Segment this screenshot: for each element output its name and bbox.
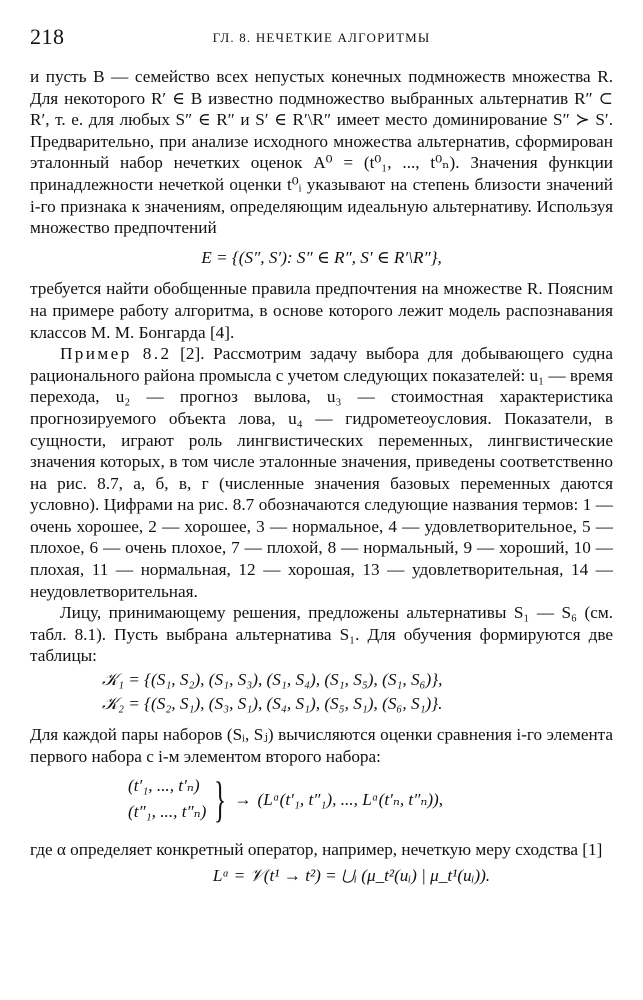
pair-sets <box>128 773 206 825</box>
pair-top: (t′₁, ..., t′ₙ) <box>128 776 200 796</box>
page-number: 218 <box>30 24 65 49</box>
paragraph-2: требуется найти обобщенные правила предпочтения на множестве R. Поясним на примере работу алгоритма, в основе которого лежит модель распознавания классов М. М. Бонгарда [4]. <box>30 279 613 342</box>
formula-pair-comparison <box>128 771 613 828</box>
paragraph-6: где α определяет конкретный оператор, например, нечеткую меру сходства [1] <box>30 840 603 860</box>
pair-bottom: (t″₁, ..., t″ₙ) <box>128 802 207 822</box>
paragraph-example <box>30 343 613 602</box>
right-arrow-icon: → <box>234 789 252 809</box>
formula-k1: 𝒦₁ = {(S₁, S₂), (S₁, S₃), (S₁, S₄), (S₁, S₅), (S₁, S₆)}, <box>102 670 443 690</box>
paragraph-1: и пусть B — семейство всех непустых конечных подмножеств множества R. Для некоторого R′ ∈ B известно подмножество выбранных альтернатив R″ ⊂ R′, т. е. для любых S″ ∈ R″ и S′ ∈ R′\R″ имеет место доминирование S″ ≻ S′. Предварительно, при анализе исходного множества альтернатив, сформирован эталонный набор нечетких оценок A⁰ = (t⁰₁, ..., t⁰ₙ). Значения функции принадлежности нечеткой оценки t⁰ᵢ указывают на степень близости значений i-го признака к значениям, определяющим идеальную альтернативу. Используя множество предпочтений <box>30 67 613 238</box>
paragraph-5: Для каждой пары наборов (Sᵢ, Sⱼ) вычисляются оценки сравнения i-го элемента первого набора с i-м элементом второго набора: <box>30 725 613 766</box>
formula-k2: 𝒦₂ = {(S₂, S₁), (S₃, S₁), (S₄, S₁), (S₅, S₁), (S₆, S₁)}. <box>102 693 443 713</box>
example-label: Пример 8.2 <box>60 344 172 364</box>
pair-result: (Lᵅ(t′₁, t″₁), ..., Lᵅ(t′ₙ, t″ₙ)), <box>257 789 444 809</box>
running-title: ГЛ. 8. НЕЧЕТКИЕ АЛГОРИТМЫ <box>212 30 431 45</box>
page-header <box>30 24 613 50</box>
formula-similarity-measure: Lᵅ = 𝒱(t¹ → t²) = ⋃ᵢ (μ_t²(uᵢ) | μ_t¹(uᵢ)). <box>212 866 491 885</box>
paragraph-4: Лицу, принимающему решения, предложены альтернативы S₁ — S₆ (см. табл. 8.1). Пусть выбрана альтернатива S₁. Для обучения формируются две таблицы: <box>30 603 613 666</box>
formula-preference-set: E = {(S″, S′): S″ ∈ R″, S′ ∈ R′\R″}, <box>201 247 442 267</box>
right-brace-icon: } <box>214 771 227 828</box>
page-body <box>30 66 613 887</box>
example-text: [2]. Рассмотрим задачу выбора для добывающего судна рационального района промысла с учетом следующих показателей: u₁ — время перехода, u₂ — прогноз вылова, u₃ — стоимостная характеристика прогнозируемого объекта лова, u₄ — гидрометеоусловия. Показатели, в сущности, играют роль лингвистических переменных, лингвистические значения которых, в том числе эталонные значения, приведены соответственно на рис. 8.7, а, б, в, г (численные значения базовых переменных даются условно). Цифрами на рис. 8.7 обозначаются следующие названия термов: 1 — очень хорошее, 2 — хорошее, 3 — нормальное, 4 — удовлетворительное, 5 — плохое, 6 — очень плохое, 7 — плохой, 8 — нормальный, 9 — хороший, 10 — плохая, 11 — нормальная, 12 — хорошая, 13 — удовлетворительная, 14 — неудовлетворительная. <box>30 344 613 601</box>
